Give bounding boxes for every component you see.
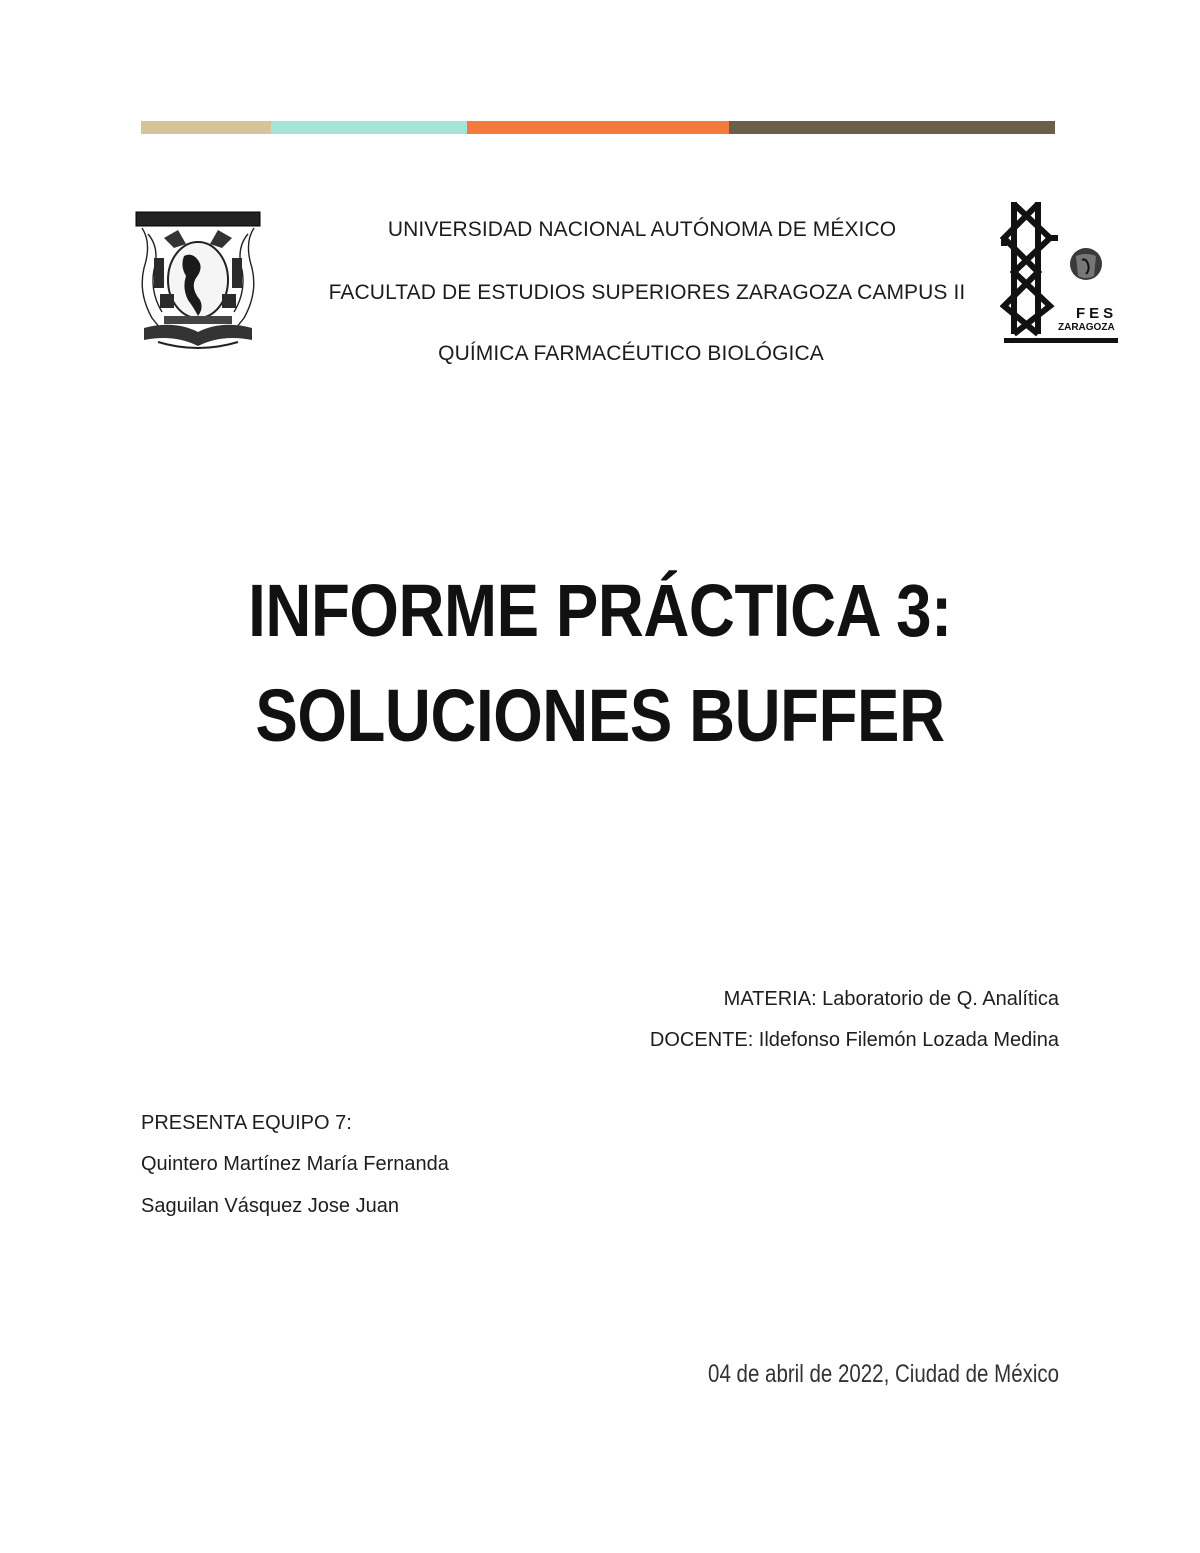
report-title-line-1: INFORME PRÁCTICA 3: bbox=[248, 569, 952, 652]
subject-info bbox=[724, 988, 1059, 1011]
teacher-info bbox=[650, 1029, 1059, 1052]
faculty-name: FACULTAD DE ESTUDIOS SUPERIORES ZARAGOZA CAMPUS II bbox=[328, 281, 966, 304]
date-place: 04 de abril de 2022, Ciudad de México bbox=[707, 1360, 1059, 1388]
svg-text:ZARAGOZA: ZARAGOZA bbox=[1058, 322, 1115, 333]
color-bar-segment bbox=[141, 121, 271, 134]
career-name: QUÍMICA FARMACÉUTICO BIOLÓGICA bbox=[438, 342, 824, 365]
color-bar-segment bbox=[729, 121, 1055, 134]
decorative-color-bar bbox=[141, 121, 1055, 134]
color-bar-segment bbox=[271, 121, 467, 134]
teacher-value: Ildefonso Filemón Lozada Medina bbox=[753, 1029, 1059, 1051]
report-title-line-2: SOLUCIONES BUFFER bbox=[255, 674, 945, 757]
color-bar-segment bbox=[467, 121, 729, 134]
team-member: Quintero Martínez María Fernanda bbox=[141, 1153, 449, 1175]
university-name: UNIVERSIDAD NACIONAL AUTÓNOMA DE MÉXICO bbox=[387, 218, 897, 241]
subject-label: MATERIA: bbox=[723, 988, 817, 1010]
fes-zaragoza-logo-icon bbox=[1000, 198, 1120, 348]
svg-text:FES: FES bbox=[1076, 305, 1118, 322]
teacher-label: DOCENTE: bbox=[649, 1029, 754, 1051]
team-member: Saguilan Vásquez Jose Juan bbox=[141, 1195, 399, 1217]
unam-crest-icon bbox=[134, 208, 262, 353]
team-heading: PRESENTA EQUIPO 7: bbox=[141, 1112, 352, 1134]
subject-value: Laboratorio de Q. Analítica bbox=[816, 988, 1059, 1010]
